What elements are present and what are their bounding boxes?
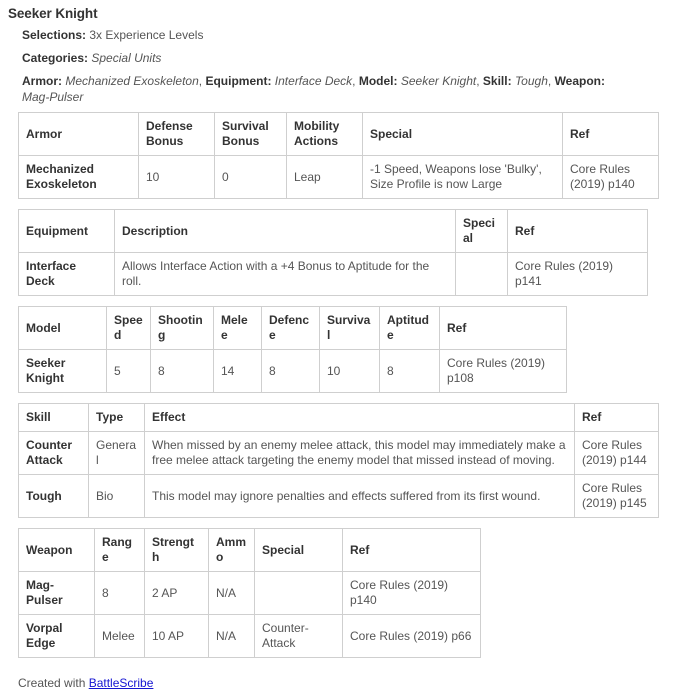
table-cell: 0	[215, 156, 287, 199]
model-value: Seeker Knight	[400, 74, 477, 88]
categories-line	[22, 50, 674, 66]
table-cell: N/A	[209, 615, 255, 658]
table-cell: 10 AP	[145, 615, 209, 658]
battlescribe-link[interactable]: BattleScribe	[88, 676, 154, 690]
selections-line	[22, 27, 674, 43]
equipment-label: Equipment:	[205, 74, 272, 88]
column-header: Survival	[320, 307, 380, 350]
table-cell: Bio	[89, 475, 145, 518]
column-header: Survival Bonus	[215, 113, 287, 156]
separator-2: ,	[352, 74, 359, 88]
table-cell: 8	[380, 350, 440, 393]
equipment-table-head	[19, 210, 648, 253]
table-header-row	[19, 307, 567, 350]
column-header: Special	[255, 529, 343, 572]
table-row	[19, 156, 659, 199]
weapon-value: Mag-Pulser	[22, 90, 84, 104]
armor-table-body	[19, 156, 659, 199]
table-cell: Core Rules (2019) p66	[343, 615, 481, 658]
table-cell: Counter-Attack	[255, 615, 343, 658]
table-header-row	[19, 210, 648, 253]
table-cell: N/A	[209, 572, 255, 615]
column-header: Defence	[262, 307, 320, 350]
table-row	[19, 432, 659, 475]
table-cell: Core Rules (2019) p140	[563, 156, 659, 199]
categories-label: Categories:	[22, 51, 89, 65]
model-table-wrap	[18, 306, 674, 393]
row-name-cell: Counter Attack	[19, 432, 89, 475]
weapon-table	[18, 528, 481, 658]
weapon-table-body	[19, 572, 481, 658]
table-cell: 8	[95, 572, 145, 615]
table-cell: Melee	[95, 615, 145, 658]
profile-summary-line	[22, 73, 614, 105]
column-header: Weapon	[19, 529, 95, 572]
armor-value: Mechanized Exoskeleton	[65, 74, 199, 88]
column-header: Mobility Actions	[287, 113, 363, 156]
column-header: Description	[115, 210, 456, 253]
table-cell: When missed by an enemy melee attack, this model may immediately make a free melee attack targeting the enemy model that missed instead of moving.	[145, 432, 575, 475]
table-cell: General	[89, 432, 145, 475]
row-name-cell: Vorpal Edge	[19, 615, 95, 658]
armor-table-head	[19, 113, 659, 156]
table-header-row	[19, 404, 659, 432]
skill-table-head	[19, 404, 659, 432]
categories-value: Special Units	[91, 51, 162, 65]
separator-1: ,	[198, 74, 206, 88]
table-cell: Core Rules (2019) p144	[575, 432, 659, 475]
table-cell: Core Rules (2019) p108	[440, 350, 567, 393]
column-header: Ref	[563, 113, 659, 156]
table-row	[19, 615, 481, 658]
column-header: Ref	[508, 210, 648, 253]
equipment-table-wrap	[18, 209, 674, 296]
model-table	[18, 306, 567, 393]
column-header: Ref	[440, 307, 567, 350]
skill-table-wrap	[18, 403, 674, 518]
table-cell: -1 Speed, Weapons lose 'Bulky', Size Profile is now Large	[363, 156, 563, 199]
column-header: Type	[89, 404, 145, 432]
model-label: Model:	[358, 74, 398, 88]
footer-prefix: Created with	[18, 676, 89, 690]
table-row	[19, 253, 648, 296]
table-cell: 10	[139, 156, 215, 199]
table-row	[19, 350, 567, 393]
armor-table	[18, 112, 659, 199]
model-table-body	[19, 350, 567, 393]
table-cell: 8	[262, 350, 320, 393]
table-cell: 14	[214, 350, 262, 393]
table-cell: This model may ignore penalties and effects suffered from its first wound.	[145, 475, 575, 518]
table-cell: Leap	[287, 156, 363, 199]
column-header: Model	[19, 307, 107, 350]
table-cell: Core Rules (2019) p145	[575, 475, 659, 518]
page-title: Seeker Knight	[8, 6, 98, 21]
column-header: Melee	[214, 307, 262, 350]
armor-label: Armor:	[22, 74, 63, 88]
table-cell	[255, 572, 343, 615]
skill-value: Tough	[514, 74, 548, 88]
table-header-row	[19, 113, 659, 156]
column-header: Speed	[107, 307, 151, 350]
skill-table	[18, 403, 659, 518]
column-header: Armor	[19, 113, 139, 156]
table-row	[19, 572, 481, 615]
table-cell: 5	[107, 350, 151, 393]
table-cell	[456, 253, 508, 296]
selections-value: 3x Experience Levels	[89, 28, 204, 42]
table-row	[19, 475, 659, 518]
weapon-label: Weapon:	[554, 74, 606, 88]
table-cell: 2 AP	[145, 572, 209, 615]
column-header: Shooting	[151, 307, 214, 350]
table-cell: Allows Interface Action with a +4 Bonus to Aptitude for the roll.	[115, 253, 456, 296]
column-header: Effect	[145, 404, 575, 432]
table-cell: Core Rules (2019) p140	[343, 572, 481, 615]
table-header-row	[19, 529, 481, 572]
row-name-cell: Mechanized Exoskeleton	[19, 156, 139, 199]
column-header: Strength	[145, 529, 209, 572]
column-header: Special	[456, 210, 508, 253]
column-header: Ref	[575, 404, 659, 432]
separator-3: ,	[476, 74, 483, 88]
model-table-head	[19, 307, 567, 350]
table-cell: 10	[320, 350, 380, 393]
row-name-cell: Interface Deck	[19, 253, 115, 296]
column-header: Aptitude	[380, 307, 440, 350]
armor-table-wrap	[18, 112, 674, 199]
equipment-table-body	[19, 253, 648, 296]
skill-label: Skill:	[482, 74, 512, 88]
column-header: Defense Bonus	[139, 113, 215, 156]
equipment-value: Interface Deck	[274, 74, 353, 88]
column-header: Range	[95, 529, 145, 572]
skill-table-body	[19, 432, 659, 518]
column-header: Special	[363, 113, 563, 156]
row-name-cell: Tough	[19, 475, 89, 518]
column-header: Ref	[343, 529, 481, 572]
weapon-table-wrap	[18, 528, 674, 658]
separator-4: ,	[547, 74, 555, 88]
column-header: Skill	[19, 404, 89, 432]
row-name-cell: Seeker Knight	[19, 350, 107, 393]
footer-credit	[18, 676, 674, 690]
selections-label: Selections:	[22, 28, 87, 42]
table-cell: Core Rules (2019) p141	[508, 253, 648, 296]
table-cell: 8	[151, 350, 214, 393]
equipment-table	[18, 209, 648, 296]
row-name-cell: Mag-Pulser	[19, 572, 95, 615]
weapon-table-head	[19, 529, 481, 572]
column-header: Equipment	[19, 210, 115, 253]
column-header: Ammo	[209, 529, 255, 572]
